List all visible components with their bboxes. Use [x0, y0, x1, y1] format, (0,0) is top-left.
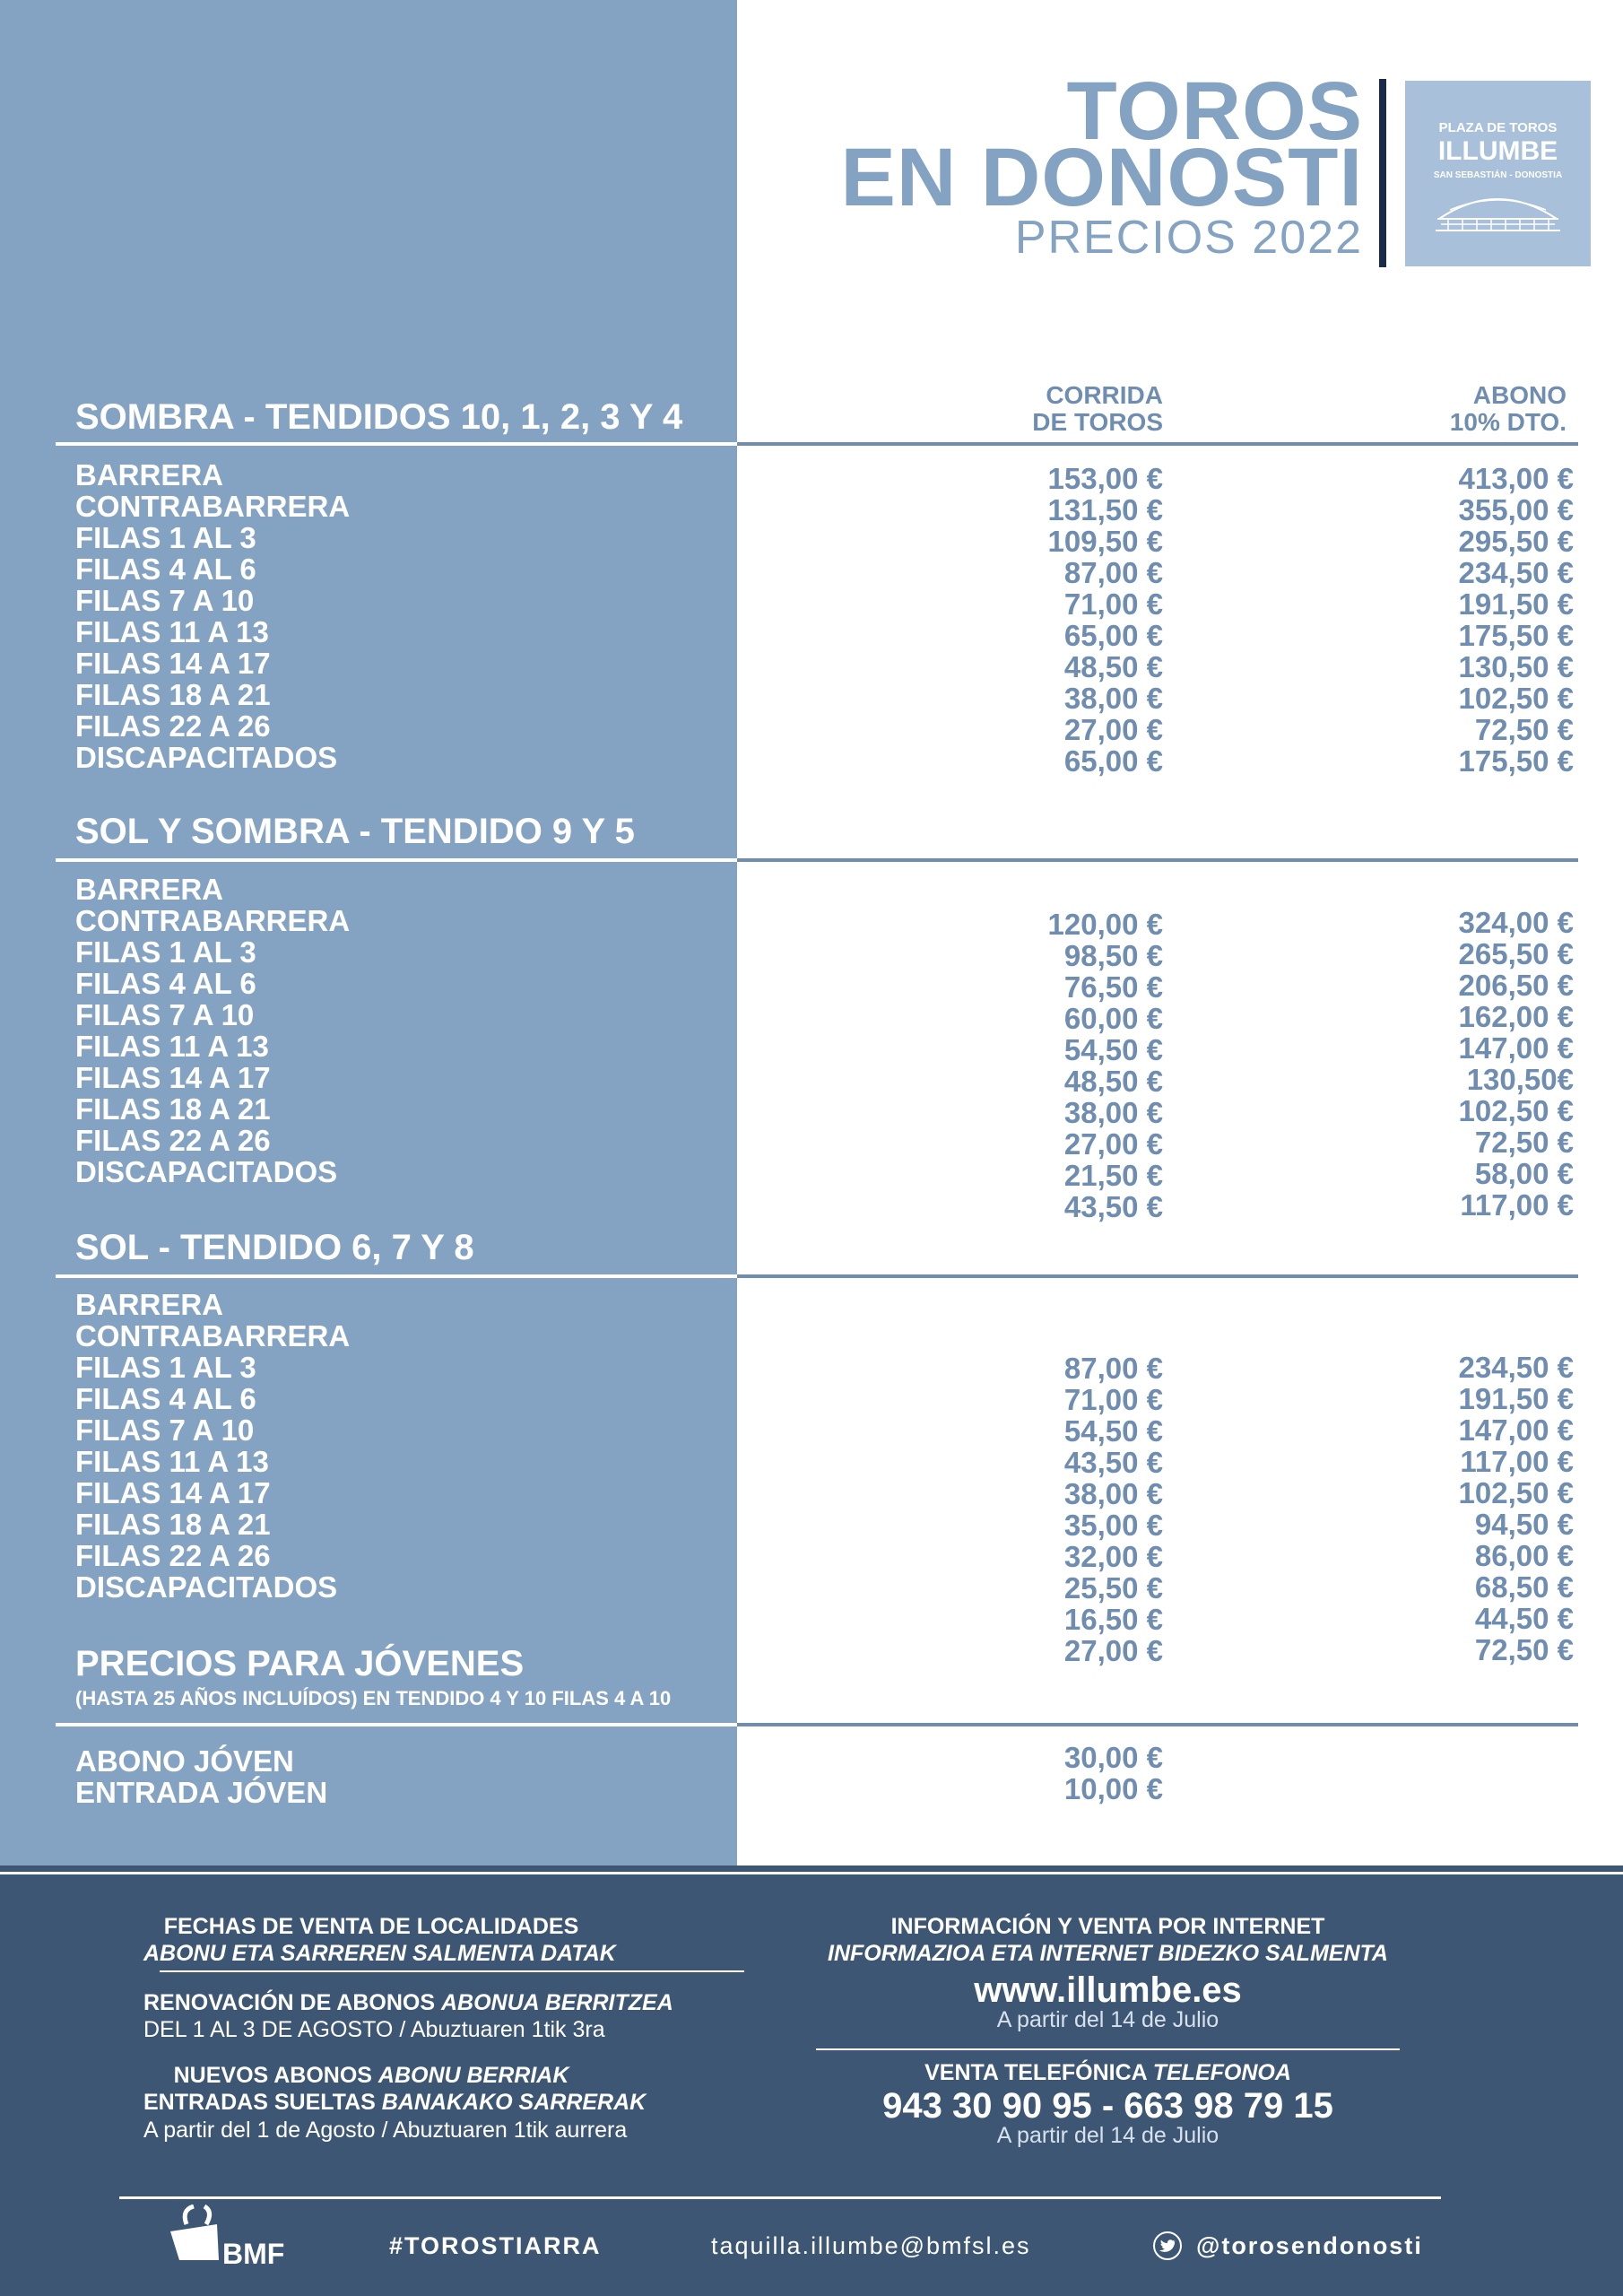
phone-start-date: A partir del 14 de Julio [996, 2123, 1219, 2148]
price-corrida: 21,50 € [1063, 1159, 1163, 1192]
row-label: FILAS 1 AL 3 [75, 521, 256, 554]
price-corrida: 120,00 € [1047, 908, 1163, 941]
row-label: BARRERA [75, 1288, 223, 1321]
row-label: ENTRADA JÓVEN [75, 1776, 328, 1809]
row-label: FILAS 1 AL 3 [75, 935, 256, 969]
section-divider [737, 858, 1578, 862]
price-abono: 234,50 € [1458, 556, 1574, 589]
phone-numbers[interactable]: 943 30 90 95 - 663 98 79 15 [882, 2086, 1333, 2126]
footer-divider [0, 1872, 1623, 1874]
price-abono: 68,50 € [1474, 1570, 1574, 1604]
price-corrida: 32,00 € [1063, 1540, 1163, 1573]
price-abono: 265,50 € [1458, 937, 1574, 970]
footer-rule [816, 2048, 1400, 2050]
header-divider [1379, 79, 1386, 267]
price-corrida: 54,50 € [1063, 1033, 1163, 1066]
row-label: DISCAPACITADOS [75, 741, 338, 774]
price-abono: 44,50 € [1474, 1602, 1574, 1635]
row-label: FILAS 4 AL 6 [75, 552, 256, 586]
twitter-handle[interactable]: @torosendonosti [1196, 2232, 1423, 2259]
price-corrida: 38,00 € [1063, 682, 1163, 715]
column-header-abono [1450, 382, 1567, 436]
section-divider [56, 1723, 737, 1726]
section-divider [737, 442, 1578, 446]
online-info-heading: INFORMACIÓN Y VENTA POR INTERNET [890, 1914, 1325, 1939]
row-label: FILAS 11 A 13 [75, 615, 269, 648]
price-abono: 72,50 € [1474, 1126, 1574, 1159]
renewal-heading-es: RENOVACIÓN DE ABONOS [143, 1990, 436, 2015]
price-abono: 130,50 € [1458, 650, 1574, 683]
new-subscriptions-es: NUEVOS ABONOS [173, 2063, 372, 2088]
logo-text-3: SAN SEBASTIÁN - DONOSTIA [1433, 170, 1563, 180]
price-corrida: 38,00 € [1063, 1477, 1163, 1510]
section-divider [737, 1723, 1578, 1726]
row-label: FILAS 7 A 10 [75, 998, 255, 1031]
sales-dates-heading-eu: ABONU ETA SARREREN SALMENTA DATAK [143, 1941, 616, 1966]
price-corrida: 43,50 € [1063, 1190, 1163, 1223]
row-label: FILAS 14 A 17 [75, 1061, 271, 1094]
row-label: FILAS 11 A 13 [75, 1030, 269, 1063]
price-abono: 413,00 € [1458, 462, 1574, 495]
row-label: FILAS 18 A 21 [75, 1092, 271, 1126]
sol-y-sombra-abono-prices [1459, 907, 1574, 1221]
price-corrida: 71,00 € [1063, 1383, 1163, 1416]
row-label: FILAS 4 AL 6 [75, 967, 256, 1000]
price-corrida: 76,50 € [1063, 970, 1163, 1004]
column-header-abono-line1: ABONO [1472, 381, 1567, 409]
row-label: FILAS 18 A 21 [75, 678, 271, 711]
section-divider [56, 1274, 737, 1278]
row-label: FILAS 22 A 26 [75, 1124, 271, 1157]
price-corrida: 65,00 € [1063, 619, 1163, 652]
price-abono: 147,00 € [1458, 1413, 1574, 1447]
price-abono: 295,50 € [1458, 525, 1574, 558]
hashtag[interactable]: #TOROSTIARRA [389, 2232, 602, 2259]
price-abono: 191,50 € [1458, 1382, 1574, 1415]
row-label: CONTRABARRERA [75, 490, 351, 523]
brand-text: BMF [222, 2238, 285, 2270]
price-corrida: 16,50 € [1063, 1603, 1163, 1636]
price-corrida: 27,00 € [1063, 1127, 1163, 1161]
price-corrida: 153,00 € [1047, 462, 1163, 495]
row-label: FILAS 22 A 26 [75, 709, 271, 743]
renewal-dates: DEL 1 AL 3 DE AGOSTO / Abuztuaren 1tik 3ra [143, 2017, 605, 2042]
bullring-dome-icon [1432, 183, 1564, 237]
row-label: FILAS 4 AL 6 [75, 1382, 256, 1415]
new-subscriptions-dates: A partir del 1 de Agosto / Abuztuaren 1tik aurrera [143, 2118, 628, 2143]
title-line-1: TOROS [1066, 65, 1363, 157]
row-label: FILAS 11 A 13 [75, 1445, 269, 1478]
row-label: FILAS 22 A 26 [75, 1539, 271, 1572]
phone-sales-heading [816, 2059, 1400, 2086]
price-abono: 72,50 € [1474, 713, 1574, 746]
price-corrida: 48,50 € [1063, 1065, 1163, 1098]
price-corrida: 87,00 € [1063, 1352, 1163, 1385]
sol-y-sombra-corrida-prices [1048, 909, 1163, 1222]
row-label: FILAS 14 A 17 [75, 1476, 271, 1509]
price-abono: 206,50 € [1458, 969, 1574, 1002]
price-corrida: 54,50 € [1063, 1414, 1163, 1448]
renewal-heading [143, 1989, 673, 2016]
price-abono: 102,50 € [1458, 1094, 1574, 1127]
sol-row-labels [75, 1289, 350, 1603]
section-title-sol: SOL - TENDIDO 6, 7 Y 8 [75, 1228, 474, 1267]
section-divider [737, 1274, 1578, 1278]
single-tickets-es: ENTRADAS SUELTAS [143, 2090, 376, 2115]
row-label: DISCAPACITADOS [75, 1570, 338, 1604]
sales-dates-heading: FECHAS DE VENTA DE LOCALIDADES [163, 1914, 579, 1939]
sol-abono-prices [1459, 1352, 1574, 1665]
price-abono: 355,00 € [1458, 493, 1574, 526]
twitter-icon [1153, 2231, 1182, 2260]
price-abono: 130,50€ [1466, 1063, 1574, 1096]
price-abono: 324,00 € [1458, 906, 1574, 939]
sol-y-sombra-row-labels [75, 874, 350, 1187]
phone-sales-es: VENTA TELEFÓNICA [924, 2060, 1147, 2085]
jovenes-row-labels [75, 1745, 327, 1808]
sol-corrida-prices [1064, 1352, 1163, 1666]
bull-head-icon [163, 2205, 296, 2271]
section-title-jovenes: PRECIOS PARA JÓVENES [75, 1644, 525, 1683]
price-corrida: 30,00 € [1063, 1741, 1163, 1774]
price-abono: 102,50 € [1458, 1476, 1574, 1509]
price-corrida: 98,50 € [1063, 939, 1163, 972]
sombra-abono-prices [1459, 463, 1574, 777]
sombra-row-labels [75, 459, 350, 773]
row-label: FILAS 18 A 21 [75, 1508, 271, 1541]
row-label: CONTRABARRERA [75, 1319, 351, 1352]
price-abono: 162,00 € [1458, 1000, 1574, 1033]
column-header-corrida-line2: DE TOROS [1032, 408, 1163, 436]
new-subscriptions-heading [143, 2062, 599, 2089]
online-info-heading-eu: INFORMAZIOA ETA INTERNET BIDEZKO SALMENTA [828, 1941, 1388, 1966]
price-corrida: 109,50 € [1047, 525, 1163, 558]
price-corrida: 71,00 € [1063, 587, 1163, 621]
column-header-abono-line2: 10% DTO. [1449, 408, 1567, 436]
logo-text-2: ILLUMBE [1437, 136, 1558, 166]
website-link[interactable]: www.illumbe.es [974, 1970, 1242, 2010]
new-subscriptions-eu: ABONU BERRIAK [378, 2063, 569, 2088]
price-abono: 58,00 € [1474, 1157, 1574, 1190]
column-header-corrida [1032, 382, 1163, 436]
price-corrida: 38,00 € [1063, 1096, 1163, 1129]
price-abono: 72,50 € [1474, 1633, 1574, 1666]
price-corrida: 60,00 € [1063, 1002, 1163, 1035]
single-tickets-eu: BANAKAKO SARRERAK [381, 2090, 647, 2115]
subtitle: PRECIOS 2022 [1014, 212, 1363, 264]
section-title-sombra: SOMBRA - TENDIDOS 10, 1, 2, 3 Y 4 [75, 397, 683, 437]
single-tickets-heading [143, 2089, 647, 2116]
row-label: DISCAPACITADOS [75, 1155, 338, 1188]
price-corrida: 27,00 € [1063, 713, 1163, 746]
price-abono: 191,50 € [1458, 587, 1574, 621]
row-label: BARRERA [75, 458, 223, 491]
jovenes-prices [1064, 1742, 1163, 1805]
price-corrida: 131,50 € [1047, 493, 1163, 526]
phone-sales-eu: TELEFONOA [1152, 2060, 1291, 2085]
price-abono: 117,00 € [1460, 1188, 1574, 1222]
section-subtitle-jovenes: (HASTA 25 AÑOS INCLUÍDOS) EN TENDIDO 4 Y 10 FILAS 4 A 10 [75, 1687, 672, 1709]
sombra-corrida-prices [1048, 463, 1163, 777]
price-abono: 117,00 € [1460, 1445, 1574, 1478]
section-title-sol-y-sombra: SOL Y SOMBRA - TENDIDO 9 Y 5 [75, 812, 635, 851]
price-corrida: 27,00 € [1063, 1634, 1163, 1667]
row-label: FILAS 1 AL 3 [75, 1351, 256, 1384]
price-corrida: 65,00 € [1063, 744, 1163, 778]
price-abono: 147,00 € [1458, 1031, 1574, 1065]
price-corrida: 43,50 € [1063, 1446, 1163, 1479]
website-start-date: A partir del 14 de Julio [996, 2007, 1219, 2032]
price-corrida: 25,50 € [1063, 1571, 1163, 1605]
renewal-heading-eu: ABONUA BERRITZEA [440, 1990, 673, 2015]
price-corrida: 48,50 € [1063, 650, 1163, 683]
price-corrida: 35,00 € [1063, 1509, 1163, 1542]
row-label: FILAS 7 A 10 [75, 1413, 255, 1447]
section-divider [56, 442, 737, 446]
price-corrida: 10,00 € [1063, 1772, 1163, 1805]
title-line-2: EN DONOSTI [840, 132, 1363, 223]
price-abono: 175,50 € [1458, 619, 1574, 652]
logo-text-1: PLAZA DE TOROS [1438, 120, 1558, 135]
price-abono: 94,50 € [1474, 1508, 1574, 1541]
price-abono: 234,50 € [1458, 1351, 1574, 1384]
row-label: FILAS 7 A 10 [75, 584, 255, 617]
row-label: FILAS 14 A 17 [75, 647, 271, 680]
row-label: CONTRABARRERA [75, 904, 351, 937]
email-link[interactable]: taquilla.illumbe@bmfsl.es [711, 2232, 1031, 2259]
footer-rule [160, 1970, 744, 1972]
section-divider [56, 858, 737, 862]
row-label: BARRERA [75, 873, 223, 906]
price-abono: 102,50 € [1458, 682, 1574, 715]
illumbe-logo [1405, 81, 1591, 266]
footer-bottom-rule [119, 2196, 1441, 2199]
row-label: ABONO JÓVEN [75, 1744, 294, 1778]
column-header-corrida-line1: CORRIDA [1046, 381, 1163, 409]
price-corrida: 87,00 € [1063, 556, 1163, 589]
price-abono: 175,50 € [1458, 744, 1574, 778]
price-abono: 86,00 € [1474, 1539, 1574, 1572]
